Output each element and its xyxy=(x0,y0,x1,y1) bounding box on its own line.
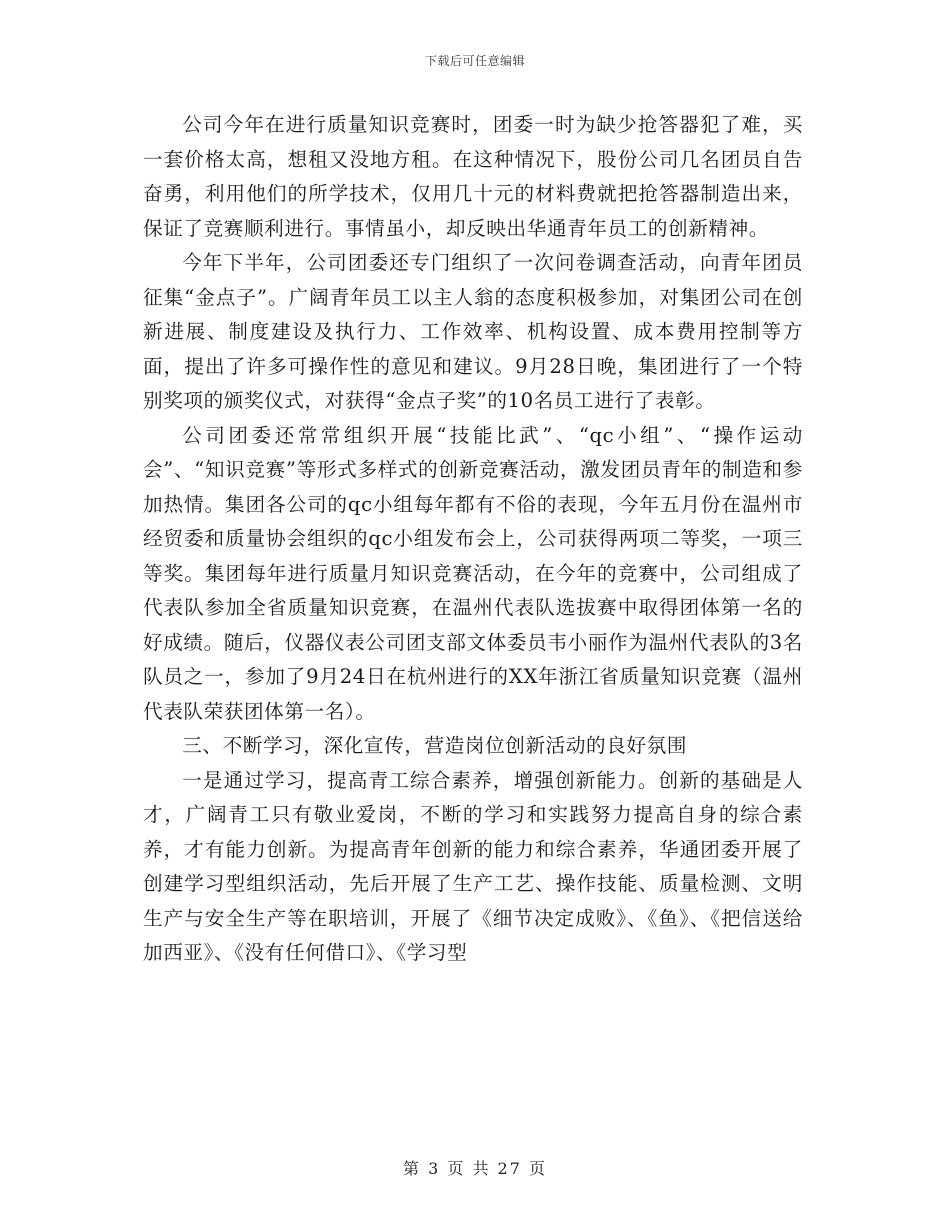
footer-current-page: 3 xyxy=(428,1159,441,1178)
footer-suffix: 页 xyxy=(529,1159,548,1178)
page-header: 下载后可任意编辑 xyxy=(424,54,525,68)
page-footer xyxy=(0,1156,950,1179)
paragraph-competitions: 公司团委还常常组织开展“技能比武”、“qc小组”、“操作运动会”、“知识竞赛”等形式多样式的创新竞赛活动，激发团员青年的制造和参加热情。集团各公司的qc小组每年都有不俗的表现，今年五月份在温州市经贸委和质量协会组织的qc小组发布会上，公司获得两项二等奖，一项三等奖。集团每年进行质量月知识竞赛活动，在今年的竞赛中，公司组成了代表队参加全省质量知识竞赛，在温州代表队选拔赛中取得团体第一名的好成绩。随后，仪器仪表公司团支部文体委员韦小丽作为温州代表队的3名队员之一，参加了9月24日在杭州进行的XX年浙江省质量知识竞赛（温州代表队荣获团体第一名）。 xyxy=(143,423,803,723)
footer-middle: 页 共 xyxy=(447,1159,491,1178)
paragraph-learning: 一是通过学习，提高青工综合素养，增强创新能力。创新的基础是人才，广阔青工只有敬业爱岗，不断的学习和实践努力提高自身的综合素养，才有能力创新。为提高青年创新的能力和综合素养，华通团委开展了创建学习型组织活动，先后开展了生产工艺、操作技能、质量检测、文明生产与安全生产等在职培训，开展了《细节决定成败》、《鱼》、《把信送给加西亚》、《没有任何借口》、《学习型 xyxy=(143,768,803,964)
section-heading-three: 三、不断学习，深化宣传，营造岗位创新活动的良好氛围 xyxy=(182,734,688,757)
footer-prefix: 第 xyxy=(402,1159,421,1178)
paragraph-answer-buzzer: 公司今年在进行质量知识竞赛时，团委一时为缺少抢答器犯了难，买一套价格太高，想租又没地方租。在这种情况下，股份公司几名团员自告奋勇，利用他们的所学技术，仅用几十元的材料费就把抢答器制造出来，保证了竞赛顺利进行。事情虽小，却反映出华通青年员工的创新精神。 xyxy=(143,113,803,240)
footer-total-pages: 27 xyxy=(497,1159,522,1178)
paragraph-golden-idea: 今年下半年，公司团委还专门组织了一次问卷调查活动，向青年团员征集“金点子”。广阔青年员工以主人翁的态度积极参加，对集团公司在创新进展、制度建设及执行力、工作效率、机构设置、成本费用控制等方面，提出了许多可操作性的意见和建议。9月28日晚，集团进行了一个特别奖项的颁奖仪式，对获得“金点子奖”的10名员工进行了表彰。 xyxy=(143,251,803,412)
document-body xyxy=(143,108,803,971)
